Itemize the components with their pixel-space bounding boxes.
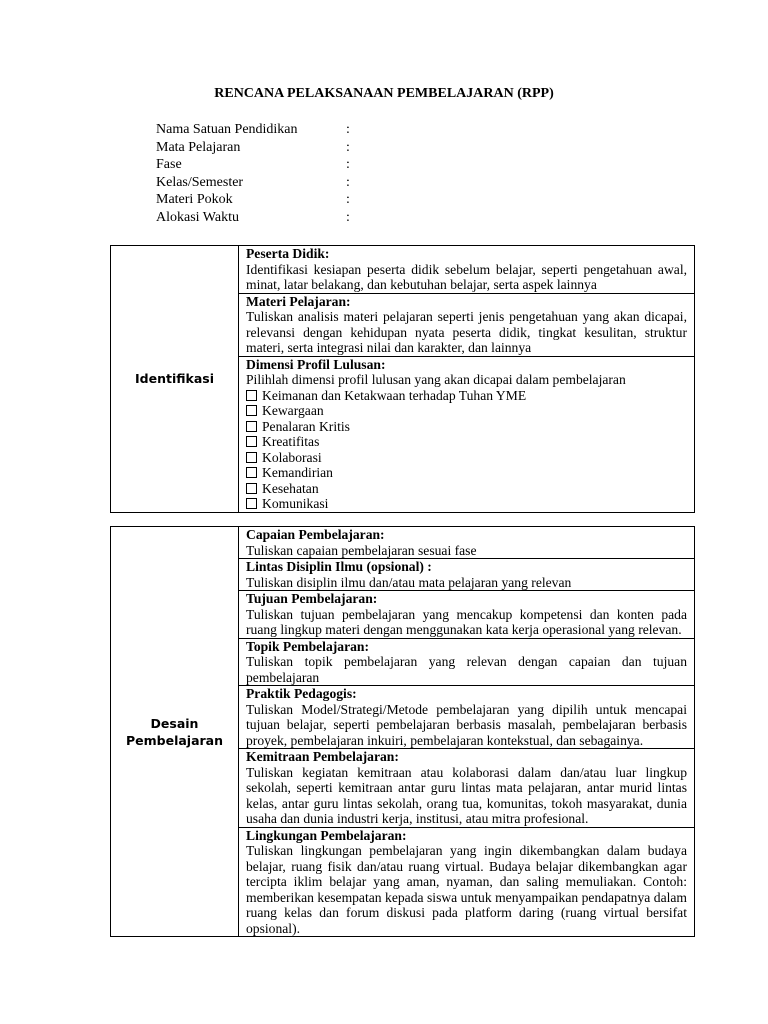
checkbox-icon[interactable] [246, 467, 257, 478]
checkbox-label: Penalaran Kritis [262, 418, 350, 434]
checkbox-label: Kesehatan [262, 480, 319, 496]
info-label: Nama Satuan Pendidikan [156, 122, 298, 137]
lintas-disiplin-text: Tuliskan disiplin ilmu dan/atau mata pelajaran yang relevan [246, 574, 572, 590]
peserta-didik-cell [239, 246, 695, 294]
checkbox-item[interactable] [246, 481, 687, 497]
capaian-heading: Capaian Pembelajaran: [246, 527, 385, 542]
info-label: Alokasi Waktu [156, 209, 239, 225]
desain-label [111, 527, 239, 937]
page-title: RENCANA PELAKSANAAN PEMBELAJARAN (RPP) [214, 86, 554, 101]
checkbox-label: Kemandirian [262, 465, 333, 480]
info-label: Fase [156, 157, 182, 173]
praktik-heading: Praktik Pedagogis: [246, 686, 357, 701]
topik-text: Tuliskan topik pembelajaran yang relevan dengan capaian dan tujuan pembelajaran [246, 654, 687, 685]
checkbox-icon[interactable] [246, 421, 257, 432]
checkbox-icon[interactable] [246, 498, 257, 509]
identifikasi-table [110, 245, 695, 513]
info-colon: : [346, 157, 350, 173]
info-colon: : [346, 122, 350, 137]
praktik-cell [239, 686, 695, 749]
capaian-cell [239, 527, 695, 559]
checkbox-item[interactable] [246, 465, 687, 481]
checkbox-item[interactable] [246, 496, 687, 512]
info-colon: : [346, 209, 350, 225]
kemitraan-cell [239, 749, 695, 828]
checkbox-item[interactable] [246, 388, 687, 404]
materi-pelajaran-cell [239, 293, 695, 356]
tujuan-heading: Tujuan Pembelajaran: [246, 591, 378, 606]
checkbox-label: Kolaborasi [262, 449, 322, 465]
checkbox-item[interactable] [246, 450, 687, 466]
dimensi-profil-cell [239, 356, 695, 512]
dimensi-profil-intro: Pilihlah dimensi profil lulusan yang akan dicapai dalam pembelajaran [246, 372, 626, 387]
checkbox-item[interactable] [246, 403, 687, 419]
lingkungan-cell [239, 827, 695, 937]
checkbox-label: Kreatifitas [262, 434, 320, 449]
desain-label-line2: Pembelajaran [125, 732, 224, 748]
checkbox-icon[interactable] [246, 390, 257, 401]
topik-cell [239, 638, 695, 686]
checkbox-label: Keimanan dan Ketakwaan terhadap Tuhan YME [262, 387, 527, 403]
lingkungan-text: Tuliskan lingkungan pembelajaran yang ingin dikembangkan dalam budaya belajar, ruang fisik dan/atau ruang virtual. Budaya belajar dikembangkan agar tercipta iklim belajar yang aman, nyaman, dan saling memuliakan. Contoh: memberikan kesempatan kepada siswa untuk menyampaikan pendapatnya dalam ruang kelas dan forum diskusi pada platform daring (ruang virtual bersifat opsional). [246, 843, 687, 936]
checkbox-icon[interactable] [246, 436, 257, 447]
checkbox-icon[interactable] [246, 452, 257, 463]
materi-pelajaran-text: Tuliskan analisis materi pelajaran seperti jenis pengetahuan yang akan dicapai, relevansi dengan kehidupan nyata peserta didik, tingkat kesulitan, struktur materi, serta integrasi nilai dan karakter, dan lainnya [246, 309, 687, 355]
info-label: Mata Pelajaran [156, 139, 241, 155]
capaian-text: Tuliskan capaian pembelajaran sesuai fase [246, 542, 477, 558]
checkbox-item[interactable] [246, 419, 687, 435]
checkbox-label: Kewargaan [262, 403, 324, 418]
materi-pelajaran-heading: Materi Pelajaran: [246, 293, 351, 309]
lintas-disiplin-cell [239, 559, 695, 591]
tujuan-cell [239, 591, 695, 639]
lingkungan-heading: Lingkungan Pembelajaran: [246, 827, 407, 843]
kemitraan-text: Tuliskan kegiatan kemitraan atau kolaborasi dalam dan/atau luar lingkup sekolah, seperti kemitraan antar guru lintas mata pelajaran, antar murid lintas kelas, antar guru lintas sekolah, orang tua, komunitas, tokoh masyarakat, dunia usaha dan dunia industri kerja, institusi, atau mitra profesional. [246, 764, 687, 826]
desain-label-line1: Desain [150, 715, 199, 731]
info-colon: : [346, 174, 350, 190]
identifikasi-label: Identifikasi [111, 246, 239, 513]
kemitraan-heading: Kemitraan Pembelajaran: [246, 749, 399, 764]
info-label: Materi Pokok [156, 192, 233, 208]
info-colon: : [346, 139, 350, 155]
praktik-text: Tuliskan Model/Strategi/Metode pembelajaran yang dipilih untuk mencapai tujuan belajar, seperti pembelajaran berbasis masalah, pembelajaran berbasis proyek, pembelajaran inkuiri, pembelajaran kontekstual, dan sebagainya. [246, 701, 687, 748]
lintas-disiplin-heading: Lintas Disiplin Ilmu (opsional) : [246, 559, 432, 574]
peserta-didik-heading: Peserta Didik: [246, 246, 330, 261]
info-label: Kelas/Semester [156, 174, 244, 190]
desain-table [110, 526, 695, 937]
peserta-didik-text: Identifikasi kesiapan peserta didik sebelum belajar, seperti pengetahuan awal, minat, latar belakang, dan kebutuhan belajar, serta aspek lainnya [246, 261, 687, 292]
info-colon: : [346, 192, 350, 208]
topik-heading: Topik Pembelajaran: [246, 638, 369, 654]
checkbox-item[interactable] [246, 434, 687, 450]
tujuan-text: Tuliskan tujuan pembelajaran yang mencakup kompetensi dan konten pada ruang lingkup materi dengan menggunakan kata kerja operasional yang relevan. [246, 606, 687, 637]
dimensi-profil-heading: Dimensi Profil Lulusan: [246, 356, 386, 372]
checkbox-icon[interactable] [246, 483, 257, 494]
checkbox-icon[interactable] [246, 405, 257, 416]
checkbox-label: Komunikasi [262, 496, 329, 511]
